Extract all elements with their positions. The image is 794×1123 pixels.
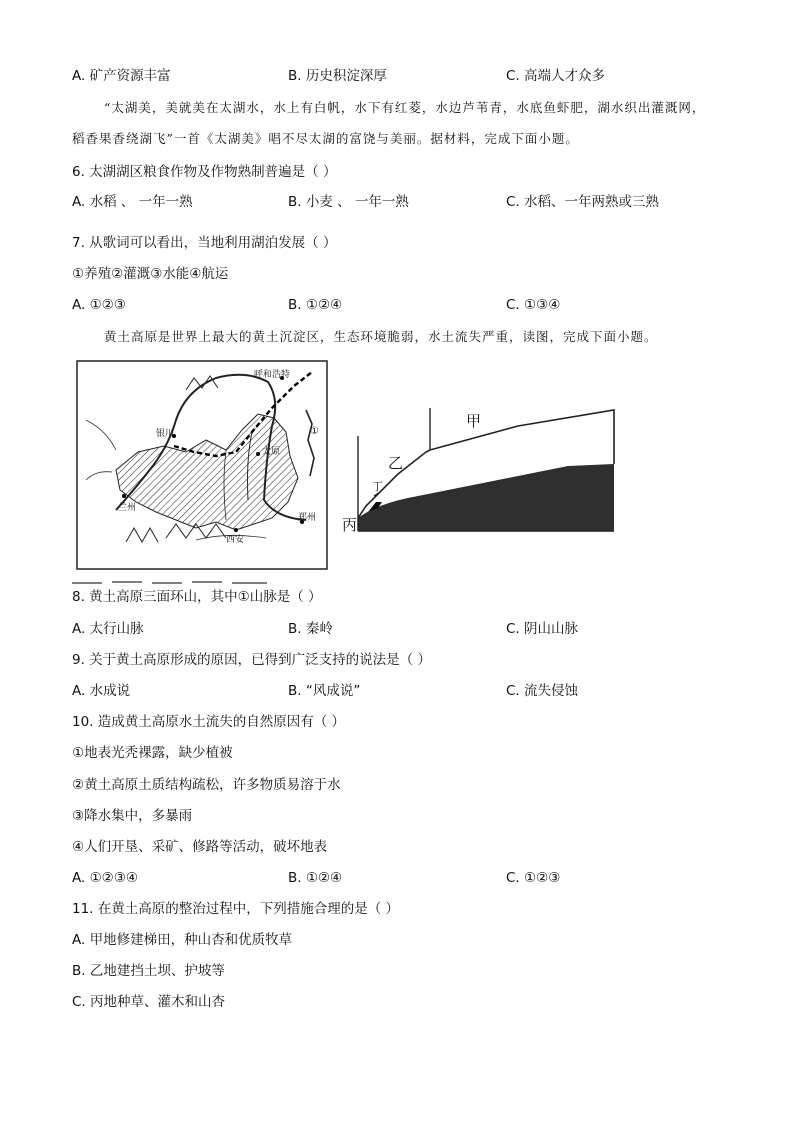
q8-stem: 8. 黄土高原三面环山，其中①山脉是（ ） bbox=[72, 589, 322, 605]
q5-option-a: A. 矿产资源丰富 bbox=[72, 68, 171, 84]
q9-option-a: A. 水成说 bbox=[72, 683, 131, 699]
profile-label-bing: 丙 bbox=[342, 516, 358, 534]
q8-option-b: B. 秦岭 bbox=[288, 621, 333, 637]
map-mark-1: ① bbox=[310, 426, 319, 437]
q10-statement-1: ①地表光秃裸露，缺少植被 bbox=[72, 745, 233, 761]
q5-option-b: B. 历史积淀深厚 bbox=[288, 68, 387, 84]
q10-statement-4: ④人们开垦、采矿、修路等活动，破坏地表 bbox=[72, 839, 328, 855]
q6-option-c: C. 水稻、一年两熟或三熟 bbox=[506, 194, 660, 210]
q7-items: ①养殖②灌溉③水能④航运 bbox=[72, 266, 229, 282]
taihu-intro-line2: 稻香果香绕湖飞”一首《太湖美》唱不尽太湖的富饶与美丽。据材料，完成下面小题。 bbox=[72, 131, 579, 146]
q7-option-b: B. ①②④ bbox=[288, 297, 343, 313]
profile-label-yi: 乙 bbox=[388, 454, 404, 472]
q10-statement-2: ②黄土高原土质结构疏松，许多物质易溶于水 bbox=[72, 777, 341, 793]
q10-option-c: C. ①②③ bbox=[506, 870, 561, 886]
q10-option-b: B. ①②④ bbox=[288, 870, 343, 886]
map-label-taiyuan: 太原 bbox=[262, 447, 281, 457]
q9-stem: 9. 关于黄土高原形成的原因，已得到广泛支持的说法是（ ） bbox=[72, 652, 431, 668]
loess-intro: 黄土高原是世界上最大的黄土沉淀区，生态环境脆弱，水土流失严重，读图，完成下面小题。 bbox=[104, 329, 658, 344]
loess-plateau-map bbox=[76, 360, 328, 570]
q7-stem: 7. 从歌词可以看出，当地利用湖泊发展（ ） bbox=[72, 235, 337, 251]
cropped-caption-remnant bbox=[72, 574, 272, 580]
q10-option-a: A. ①②③④ bbox=[72, 870, 138, 886]
q5-option-c: C. 高端人才众多 bbox=[506, 68, 606, 84]
map-label-yinchuan: 银川 bbox=[156, 429, 175, 439]
q6-option-b: B. 小麦 、 一年一熟 bbox=[288, 194, 409, 210]
q10-statement-3: ③降水集中，多暴雨 bbox=[72, 808, 193, 824]
q6-stem: 6. 太湖湖区粮食作物及作物熟制普遍是（ ） bbox=[72, 164, 337, 180]
loess-slope-profile bbox=[338, 398, 616, 536]
profile-label-ding: 丁 bbox=[372, 480, 383, 493]
q7-option-c: C. ①③④ bbox=[506, 297, 561, 313]
q8-option-a: A. 太行山脉 bbox=[72, 621, 144, 637]
q11-option-a: A. 甲地修建梯田，种山杏和优质牧草 bbox=[72, 932, 293, 948]
q11-option-b: B. 乙地建挡土坝、护坡等 bbox=[72, 963, 225, 979]
q7-option-a: A. ①②③ bbox=[72, 297, 126, 313]
profile-label-jia: 甲 bbox=[466, 412, 482, 430]
q9-option-c: C. 流失侵蚀 bbox=[506, 683, 579, 699]
q10-stem: 10. 造成黄土高原水土流失的自然原因有（ ） bbox=[72, 714, 346, 730]
map-label-lanzhou: 兰州 bbox=[118, 503, 137, 513]
q11-stem: 11. 在黄土高原的整治过程中，下列措施合理的是（ ） bbox=[72, 901, 400, 917]
map-label-huhehaote: 呼和浩特 bbox=[254, 370, 291, 380]
map-label-xian: 西安 bbox=[226, 535, 245, 545]
q9-option-b: B. “风成说” bbox=[288, 683, 361, 699]
q8-option-c: C. 阴山山脉 bbox=[506, 621, 579, 637]
map-label-zhengzhou: 郑州 bbox=[298, 513, 317, 523]
q6-option-a: A. 水稻 、 一年一熟 bbox=[72, 194, 193, 210]
taihu-intro-line1: “太湖美，美就美在太湖水，水上有白帆，水下有红菱，水边芦苇青，水底鱼虾肥，湖水织出灌溉网， bbox=[104, 100, 706, 115]
q11-option-c: C. 丙地种草、灌木和山杏 bbox=[72, 994, 226, 1010]
